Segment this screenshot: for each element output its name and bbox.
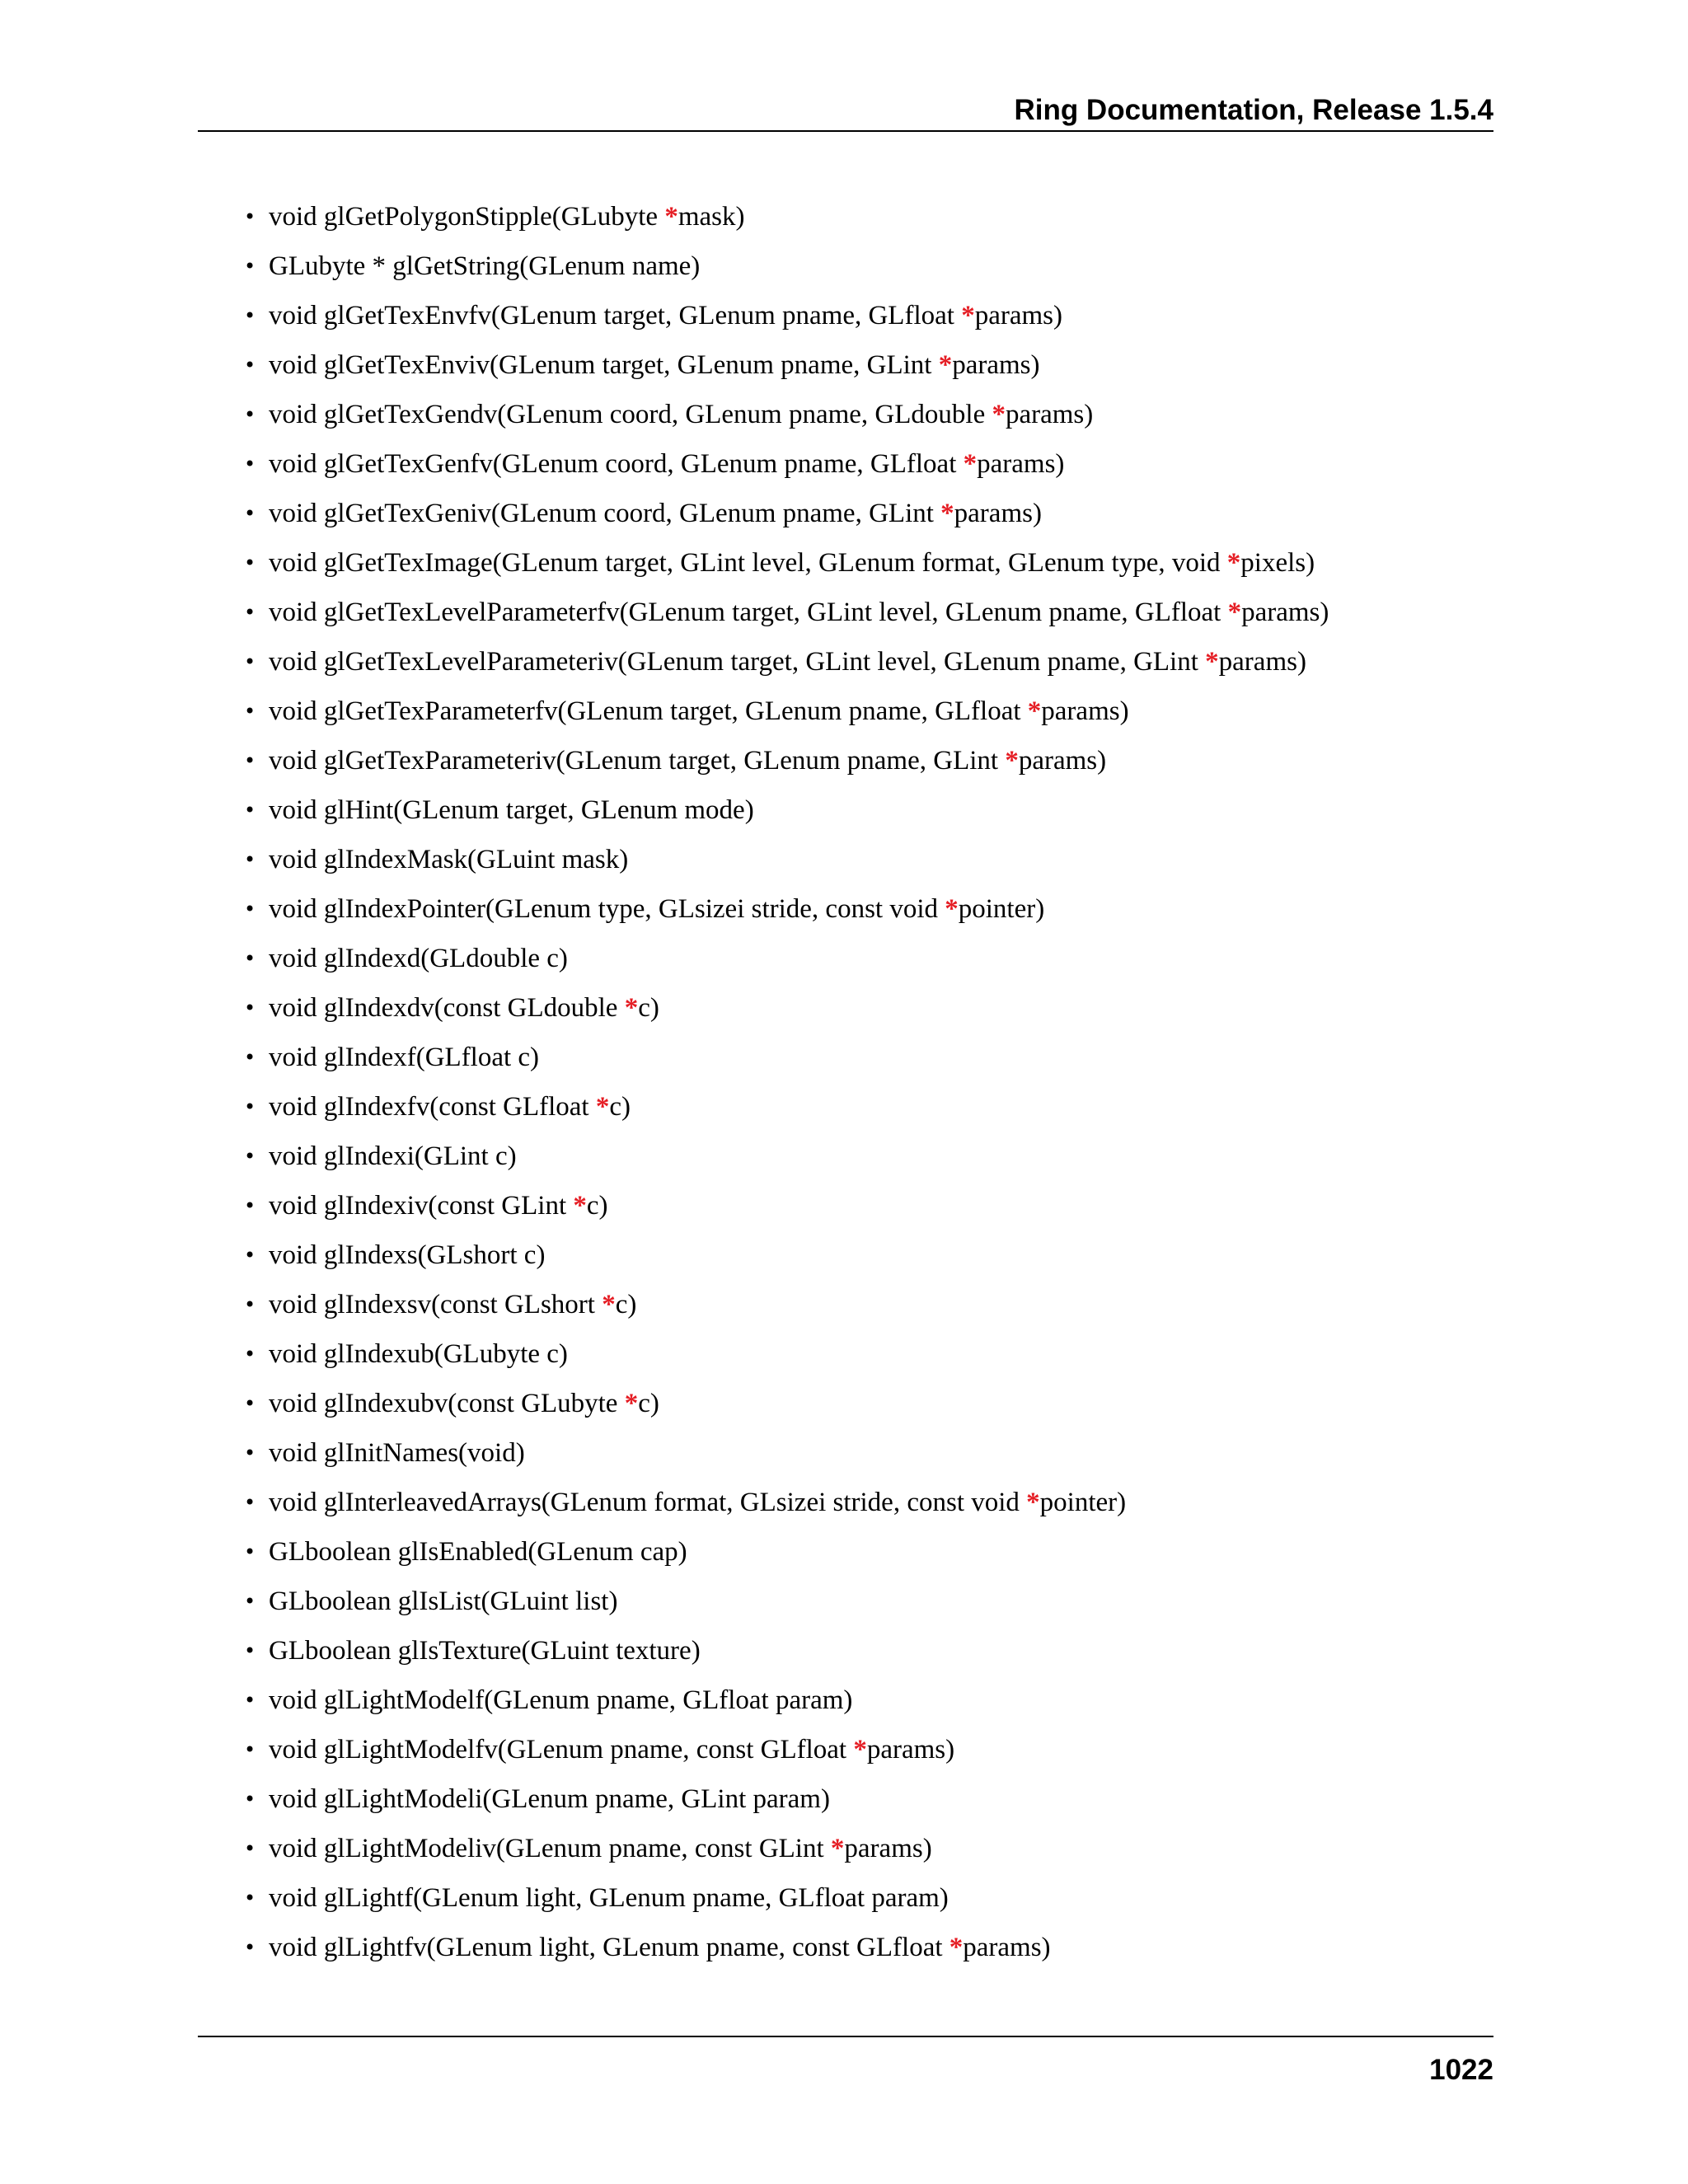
function-signature-param: mask) [678,202,745,232]
bullet-icon: • [244,1936,256,1959]
function-signature-text: void glLightfv(GLenum light, GLenum pname, const GLfloat [269,1933,950,1962]
bullet-icon: • [244,848,256,871]
list-item [244,837,1480,887]
bullet-icon: • [244,1590,256,1613]
pointer-asterisk: * [664,202,678,232]
list-item [244,887,1480,936]
bullet-icon: • [244,1194,256,1217]
bullet-icon: • [244,1689,256,1712]
function-signature-param: params) [952,350,1040,380]
list-item [244,1233,1480,1282]
pointer-asterisk: * [853,1735,867,1765]
bullet-icon: • [244,1145,256,1168]
function-list [244,194,1480,1975]
list-item [244,343,1480,392]
list-item [244,1480,1480,1530]
bullet-icon: • [244,1540,256,1563]
pointer-asterisk: * [940,499,954,528]
function-signature-text: void glGetTexEnvfv(GLenum target, GLenum pname, GLfloat [269,301,962,330]
list-item [244,1085,1480,1134]
bullet-icon: • [244,502,256,525]
pointer-asterisk: * [961,301,975,330]
list-item [244,640,1480,689]
list-item [244,1777,1480,1826]
bullet-icon: • [244,1886,256,1910]
pointer-asterisk: * [992,400,1006,429]
bullet-icon: • [244,799,256,822]
bullet-icon: • [244,1392,256,1415]
function-signature-text: void glGetTexGeniv(GLenum coord, GLenum pname, GLint [269,499,941,528]
function-signature-text: void glLightModeliv(GLenum pname, const GLint [269,1834,831,1863]
function-signature-text: GLboolean glIsTexture(GLuint texture) [269,1636,701,1666]
list-item [244,392,1480,442]
pointer-asterisk: * [1027,696,1042,726]
function-signature-param: params) [963,1933,1051,1962]
bullet-icon: • [244,1491,256,1514]
bullet-icon: • [244,255,256,278]
bullet-icon: • [244,304,256,327]
function-signature-text: GLboolean glIsEnabled(GLenum cap) [269,1537,687,1567]
list-item [244,1282,1480,1332]
page-number: 1022 [1429,2054,1493,2086]
bullet-icon: • [244,1837,256,1860]
function-signature-text: void glGetTexEnviv(GLenum target, GLenum pname, GLint [269,350,939,380]
function-signature-text: void glHint(GLenum target, GLenum mode) [269,795,754,825]
function-signature-param: c) [586,1191,608,1221]
bullet-icon: • [244,1738,256,1761]
function-signature-param: c) [609,1092,631,1122]
bullet-icon: • [244,1095,256,1118]
list-item [244,194,1480,244]
page-footer [198,2036,1493,2087]
list-item [244,590,1480,640]
bullet-icon: • [244,700,256,723]
function-signature-param: pointer) [958,894,1045,924]
pointer-asterisk: * [949,1933,964,1962]
list-item [244,1826,1480,1876]
function-signature-param: c) [638,993,659,1023]
bullet-icon: • [244,452,256,476]
list-item [244,738,1480,788]
list-item [244,788,1480,837]
bullet-icon: • [244,996,256,1019]
function-signature-text: void glIndexs(GLshort c) [269,1240,546,1270]
bullet-icon: • [244,1441,256,1465]
function-signature-param: params) [1018,746,1107,776]
list-item [244,1134,1480,1183]
function-signature-param: params) [1041,696,1129,726]
bullet-icon: • [244,1293,256,1316]
function-signature-param: params) [844,1834,932,1863]
bullet-icon: • [244,205,256,228]
function-signature-text: void glGetTexImage(GLenum target, GLint level, GLenum format, GLenum type, void [269,548,1227,578]
list-item [244,1431,1480,1480]
pointer-asterisk: * [938,350,953,380]
function-signature-param: params) [974,301,1062,330]
function-signature-param: pointer) [1039,1488,1127,1517]
pointer-asterisk: * [624,1389,639,1418]
function-signature-text: void glGetTexLevelParameterfv(GLenum target, GLint level, GLenum pname, GLfloat [269,598,1228,627]
list-item [244,1727,1480,1777]
pointer-asterisk: * [945,894,959,924]
bullet-icon: • [244,1639,256,1662]
pointer-asterisk: * [963,449,978,479]
function-signature-text: void glIndexMask(GLuint mask) [269,845,629,874]
list-item [244,1925,1480,1975]
bullet-icon: • [244,898,256,921]
function-signature-text: void glGetTexLevelParameteriv(GLenum target, GLint level, GLenum pname, GLint [269,647,1206,677]
bullet-icon: • [244,601,256,624]
bullet-icon: • [244,749,256,772]
function-signature-param: c) [638,1389,659,1418]
bullet-icon: • [244,650,256,673]
list-item [244,689,1480,738]
list-item [244,1332,1480,1381]
function-signature-param: params) [1005,400,1094,429]
function-signature-text: void glIndexf(GLfloat c) [269,1043,540,1072]
pointer-asterisk: * [602,1290,616,1319]
list-item [244,293,1480,343]
function-signature-text: GLboolean glIsList(GLuint list) [269,1586,618,1616]
function-signature-text: void glGetPolygonStipple(GLubyte [269,202,665,232]
bullet-icon: • [244,354,256,377]
bullet-icon: • [244,1046,256,1069]
function-signature-param: params) [1241,598,1329,627]
pointer-asterisk: * [830,1834,845,1863]
list-item [244,936,1480,986]
function-signature-text: void glIndexPointer(GLenum type, GLsizei stride, const void [269,894,945,924]
function-signature-text: void glLightModeli(GLenum pname, GLint param) [269,1784,830,1814]
bullet-icon: • [244,551,256,574]
function-signature-text: void glInitNames(void) [269,1438,525,1468]
pointer-asterisk: * [1227,598,1242,627]
function-signature-param: pixels) [1240,548,1315,578]
function-signature-text: void glIndexi(GLint c) [269,1141,517,1171]
list-item [244,1678,1480,1727]
function-signature-text: void glIndexdv(const GLdouble [269,993,625,1023]
list-item [244,1876,1480,1925]
list-item [244,541,1480,590]
list-item [244,1579,1480,1629]
function-signature-text: void glInterleavedArrays(GLenum format, GLsizei stride, const void [269,1488,1027,1517]
function-signature-text: void glGetTexParameterfv(GLenum target, GLenum pname, GLfloat [269,696,1028,726]
pointer-asterisk: * [1226,548,1241,578]
function-signature-text: void glGetTexParameteriv(GLenum target, GLenum pname, GLint [269,746,1006,776]
pointer-asterisk: * [624,993,639,1023]
function-signature-param: params) [977,449,1065,479]
function-signature-text: void glIndexfv(const GLfloat [269,1092,596,1122]
list-item [244,1530,1480,1579]
list-item [244,1381,1480,1431]
list-item [244,1035,1480,1085]
function-signature-text: void glLightModelfv(GLenum pname, const GLfloat [269,1735,854,1765]
function-signature-text: void glGetTexGenfv(GLenum coord, GLenum pname, GLfloat [269,449,964,479]
list-item [244,1183,1480,1233]
bullet-icon: • [244,1244,256,1267]
function-signature-text: void glIndexiv(const GLint [269,1191,574,1221]
page-header [198,89,1493,132]
pointer-asterisk: * [1026,1488,1040,1517]
function-signature-param: params) [866,1735,955,1765]
bullet-icon: • [244,1343,256,1366]
function-signature-param: params) [1218,647,1306,677]
function-signature-param: params) [954,499,1042,528]
pointer-asterisk: * [1005,746,1019,776]
function-signature-text: void glIndexub(GLubyte c) [269,1339,568,1369]
bullet-icon: • [244,403,256,426]
list-item [244,244,1480,293]
bullet-icon: • [244,947,256,970]
function-signature-text: GLubyte * glGetString(GLenum name) [269,251,701,281]
pointer-asterisk: * [573,1191,587,1221]
list-item [244,442,1480,491]
function-signature-text: void glLightf(GLenum light, GLenum pname, GLfloat param) [269,1883,949,1913]
list-item [244,491,1480,541]
function-signature-text: void glIndexubv(const GLubyte [269,1389,625,1418]
function-signature-text: void glIndexsv(const GLshort [269,1290,603,1319]
function-signature-text: void glGetTexGendv(GLenum coord, GLenum pname, GLdouble [269,400,992,429]
function-signature-text: void glIndexd(GLdouble c) [269,944,568,973]
function-signature-text: void glLightModelf(GLenum pname, GLfloat param) [269,1685,853,1715]
header-title: Ring Documentation, Release 1.5.4 [1014,94,1493,126]
pointer-asterisk: * [595,1092,610,1122]
list-item [244,1629,1480,1678]
pointer-asterisk: * [1205,647,1219,677]
list-item [244,986,1480,1035]
bullet-icon: • [244,1788,256,1811]
function-signature-param: c) [615,1290,637,1319]
